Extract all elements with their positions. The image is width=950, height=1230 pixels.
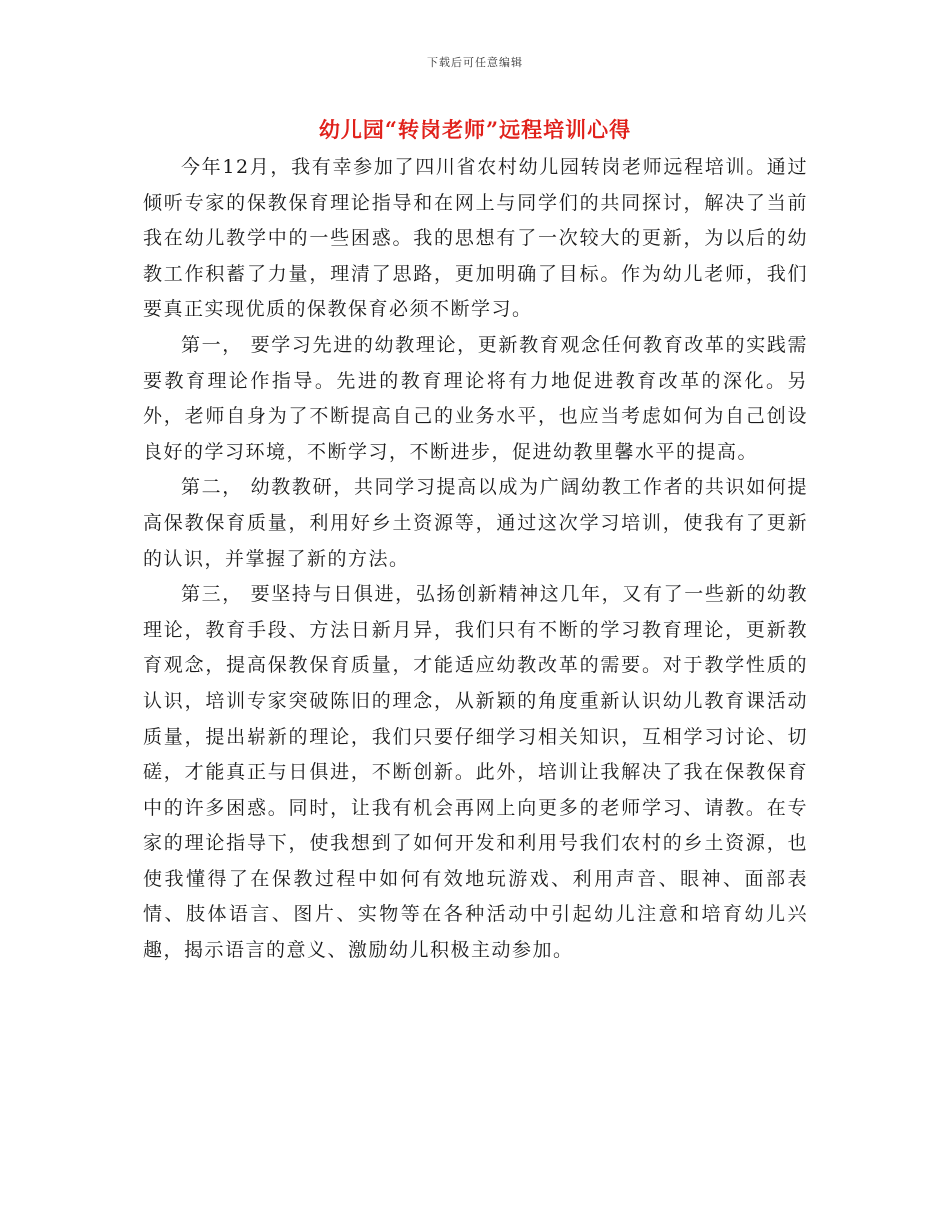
paragraph-third: 第三， 要坚持与日俱进，弘扬创新精神这几年，又有了一些新的幼教理论，教育手段、方法日新月异，我们只有不断的学习教育理论，更新教育观念，提高保教保育质量，才能适应幼教改革的需要。对于教学性质的认识，培训专家突破陈旧的理念，从新颖的角度重新认识幼儿教育课活动质量，提出崭新的理论，我们只要仔细学习相关知识，互相学习讨论、切磋，才能真正与日俱进，不断创新。此外，培训让我解决了我在保教保育中的许多困惑。同时，让我有机会再网上向更多的老师学习、请教。在专家的理论指导下，使我想到了如何开发和利用号我们农村的乡土资源，也使我懂得了在保教过程中如何有效地玩游戏、利用声音、眼神、面部表情、肢体语言、图片、实物等在各种活动中引起幼儿注意和培育幼儿兴趣，揭示语言的意义、激励幼儿积极主动参加。 — [143, 583, 808, 962]
header-note: 下载后可任意编辑 — [427, 56, 523, 69]
document-body — [143, 150, 808, 969]
paragraph-intro: 今年12月，我有幸参加了四川省农村幼儿园转岗老师远程培训。通过倾听专家的保教保育理论指导和在网上与同学们的共同探讨，解决了当前我在幼儿教学中的一些困惑。我的思想有了一次较大的更新，为以后的幼教工作积蓄了力量，理清了思路，更加明确了目标。作为幼儿老师，我们要真正实现优质的保教保育必须不断学习。 — [143, 156, 808, 321]
document-title: 幼儿园“转岗老师”远程培训心得 — [318, 117, 632, 142]
paragraph-first: 第一， 要学习先进的幼教理论，更新教育观念任何教育改革的实践需要教育理论作指导。先进的教育理论将有力地促进教育改革的深化。另外，老师自身为了不断提高自己的业务水平，也应当考虑如何为自己创设良好的学习环境，不断学习，不断进步，促进幼教里馨水平的提高。 — [143, 333, 808, 463]
paragraph-second: 第二， 幼教教研，共同学习提高以成为广阔幼教工作者的共识如何提高保教保育质量，利用好乡土资源等，通过这次学习培训，使我有了更新的认识，并掌握了新的方法。 — [143, 476, 808, 570]
